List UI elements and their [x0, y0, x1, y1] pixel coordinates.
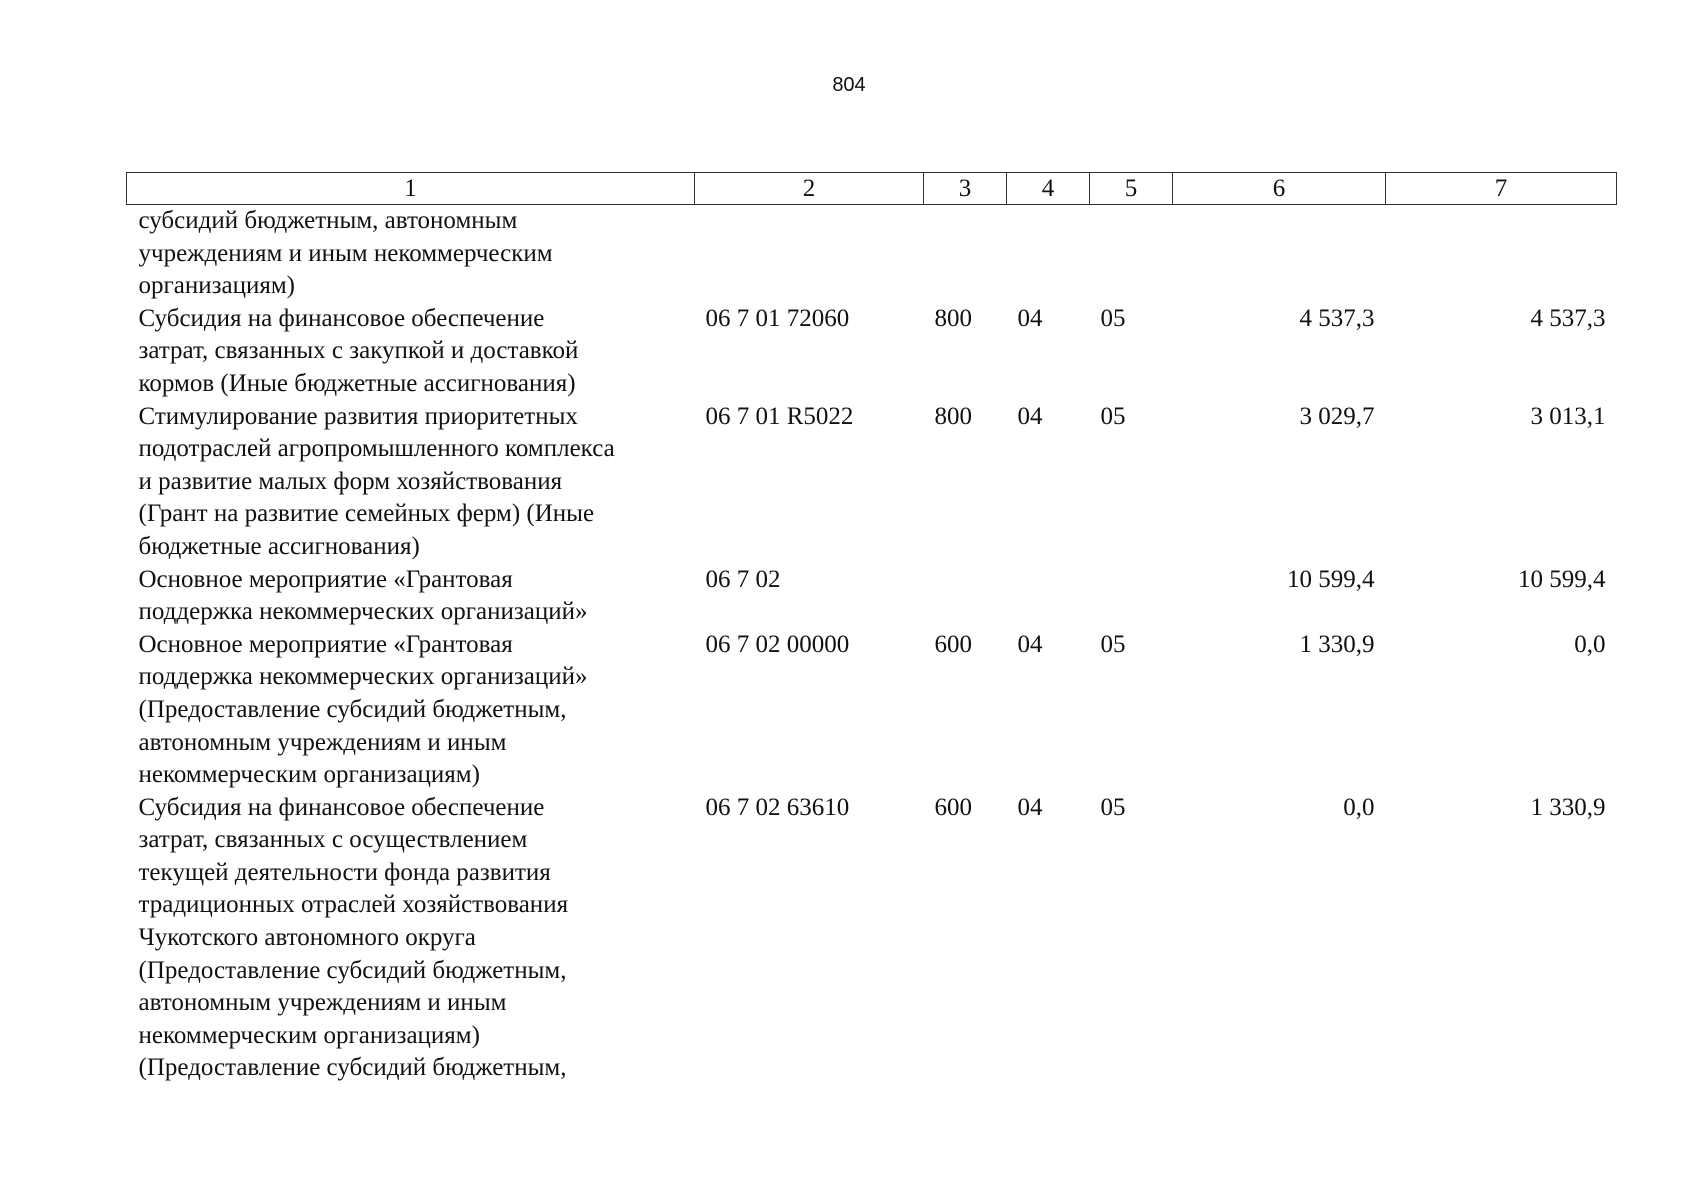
page-number: 804	[832, 74, 866, 96]
row-code	[695, 205, 924, 303]
row-name: Стимулирование развития приоритетных подотраслей агропромышленного комплекса и развитие малых форм хозяйствования (Грант на развитие семейных ферм) (Иные бюджетные ассигнования)	[138, 402, 615, 560]
table-row	[127, 792, 1617, 1085]
row-value-6	[1173, 205, 1386, 303]
row-value-7: 0,0	[1574, 630, 1606, 658]
row-value-6: 1 330,9	[1299, 630, 1375, 658]
row-col-5: 05	[1100, 793, 1126, 821]
row-col-5: 05	[1100, 402, 1126, 430]
header-col-5: 5	[1090, 173, 1173, 205]
row-col-3: 600	[934, 630, 972, 658]
row-col-4: 04	[1017, 630, 1043, 658]
row-col-3	[924, 205, 1007, 303]
row-code: 06 7 02 00000	[705, 630, 850, 658]
header-row	[127, 173, 1617, 205]
row-col-3: 800	[934, 402, 972, 430]
row-col-4: 04	[1017, 793, 1043, 821]
row-value-7: 3 013,1	[1530, 402, 1606, 430]
row-code: 06 7 01 R5022	[705, 402, 854, 430]
table-row	[127, 205, 1617, 303]
row-col-3: 800	[934, 304, 972, 332]
row-value-7: 4 537,3	[1530, 304, 1606, 332]
row-name: Основное мероприятие «Грантовая поддержка некоммерческих организаций» (Предоставление субсидий бюджетным, автономным учреждениям и иным некоммерческим организациям)	[138, 630, 588, 789]
header-col-2: 2	[695, 173, 924, 205]
row-value-7: 1 330,9	[1530, 793, 1606, 821]
header-col-4: 4	[1007, 173, 1090, 205]
row-col-5	[1090, 205, 1173, 303]
budget-table	[126, 172, 1617, 1085]
header-col-6: 6	[1173, 173, 1386, 205]
table-body	[127, 205, 1617, 1086]
row-name: субсидий бюджетным, автономным учреждениям и иным некоммерческим организациям)	[138, 207, 553, 300]
row-value-6: 3 029,7	[1299, 402, 1375, 430]
row-col-5: 05	[1100, 630, 1126, 658]
row-code: 06 7 01 72060	[705, 304, 850, 332]
row-col-4: 04	[1017, 304, 1043, 332]
row-value-6: 4 537,3	[1299, 304, 1375, 332]
table-row	[127, 564, 1617, 629]
row-col-4	[1007, 564, 1090, 629]
table-header	[127, 173, 1617, 205]
row-col-3	[924, 564, 1007, 629]
row-col-5	[1090, 564, 1173, 629]
row-col-5: 05	[1100, 304, 1126, 332]
table-row	[127, 401, 1617, 564]
row-col-4	[1007, 205, 1090, 303]
row-value-7: 10 599,4	[1518, 565, 1606, 593]
header-col-3: 3	[924, 173, 1007, 205]
row-name: Основное мероприятие «Грантовая поддержка некоммерческих организаций»	[138, 565, 588, 626]
table-row	[127, 303, 1617, 401]
row-col-3: 600	[934, 793, 972, 821]
row-value-6: 10 599,4	[1287, 565, 1375, 593]
row-value-6: 0,0	[1343, 793, 1375, 821]
row-name: Субсидия на финансовое обеспечение затрат, связанных с осуществлением текущей деятельности фонда развития традиционных отраслей хозяйствования Чукотского автономного округа (Предоставление субсидий бюджетным, автономным учреждениям и иным некоммерческим организациям) (Предоставление субсидий бюджетным,	[138, 793, 569, 1082]
row-col-4: 04	[1017, 402, 1043, 430]
row-code: 06 7 02	[705, 565, 781, 593]
row-code: 06 7 02 63610	[705, 793, 850, 821]
header-col-7: 7	[1386, 173, 1617, 205]
table-row	[127, 629, 1617, 792]
row-name: Субсидия на финансовое обеспечение затрат, связанных с закупкой и доставкой кормов (Иные бюджетные ассигнования)	[138, 304, 579, 397]
row-value-7	[1386, 205, 1617, 303]
header-col-1: 1	[127, 173, 695, 205]
